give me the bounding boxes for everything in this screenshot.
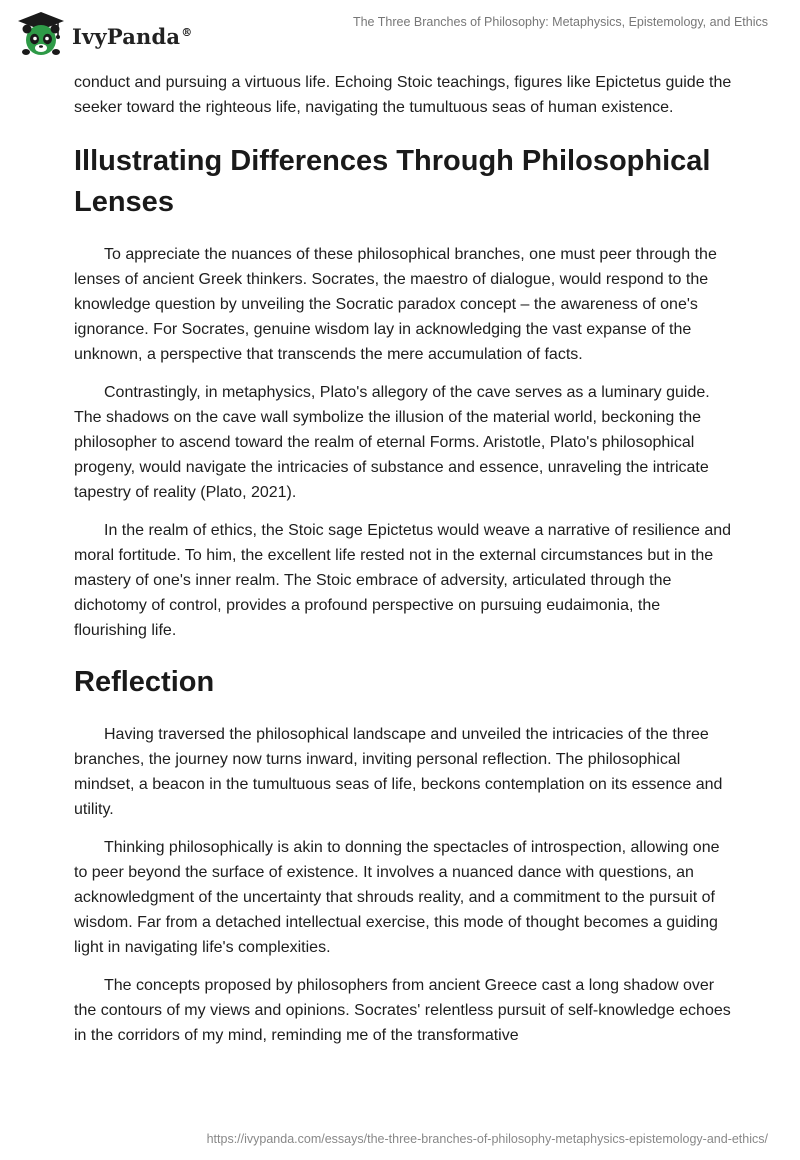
paragraph: Having traversed the philosophical landscape and unveiled the intricacies of the three branches, the journey now turns inward, inviting personal reflection. The philosophical mindset, a beacon in the tumultuous seas of life, beckons contemplation on its essence and utility. [74,726,723,818]
page-header [0,0,800,64]
ivypanda-logo[interactable] [15,10,192,58]
registered-mark: ® [181,25,193,39]
paragraph: conduct and pursuing a virtuous life. Echoing Stoic teachings, figures like Epictetus guide the seeker toward the righteous life, navigating the tumultuous seas of human existence. [74,74,732,116]
essay-content [74,70,734,1061]
paragraph: To appreciate the nuances of these philosophical branches, one must peer through the lenses of ancient Greek thinkers. Socrates, the maestro of dialogue, would respond to the knowledge question by unveiling the Socratic paradox concept – the awareness of one's ignorance. For Socrates, genuine wisdom lay in acknowledging the vast expanse of the unknown, a perspective that transcends the mere accumulation of facts. [74,246,717,363]
logo-wordmark: IvyPanda® [72,23,193,49]
document-title: The Three Branches of Philosophy: Metaphysics, Epistemology, and Ethics [352,15,768,29]
panda-graduate-icon [15,10,67,58]
section-heading: Reflection [74,666,215,698]
paragraph: Thinking philosophically is akin to donning the spectacles of introspection, allowing one to peer beyond the surface of existence. It involves a nuanced dance with questions, an acknowledgment of the uncertainty that shrouds reality, and a commitment to the pursuit of wisdom. Far from a detached intellectual exercise, this mode of thought becomes a guiding light in navigating life's complexities. [74,839,720,956]
paragraph: In the realm of ethics, the Stoic sage Epictetus would weave a narrative of resilience and moral fortitude. To him, the excellent life rested not in the external circumstances but in the mastery of one's inner realm. The Stoic embrace of adversity, articulated through the dichotomy of control, provides a profound perspective on pursuing eudaimonia, the flourishing life. [74,522,732,639]
paragraph: Contrastingly, in metaphysics, Plato's allegory of the cave serves as a luminary guide. The shadows on the cave wall symbolize the illusion of the material world, beckoning the philosopher to ascend toward the realm of eternal Forms. Aristotle, Plato's philosophical progeny, would navigate the intricacies of substance and essence, unraveling the intricate tapestry of reality (Plato, 2021). [74,384,710,501]
paragraph: The concepts proposed by philosophers from ancient Greece cast a long shadow over the contours of my views and opinions. Socrates' relentless pursuit of self-knowledge echoes in the corridors of my mind, reminding me of the transformative [74,977,731,1044]
section-heading: Illustrating Differences Through Philosophical Lenses [74,145,711,218]
source-url[interactable]: https://ivypanda.com/essays/the-three-branches-of-philosophy-metaphysics-epistemology-and-ethics/ [206,1132,768,1146]
